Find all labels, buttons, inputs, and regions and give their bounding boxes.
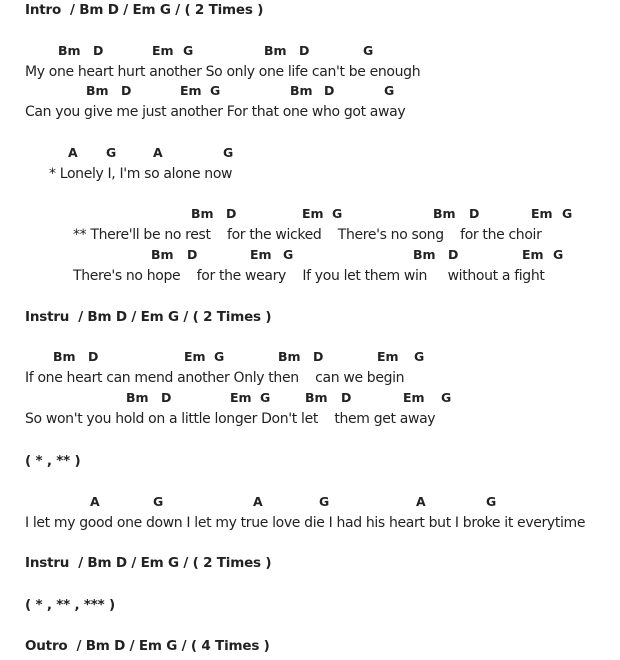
chord-label: Bm	[290, 83, 313, 98]
lyric-line: So won't you hold on a little longer Don't let them get away	[25, 411, 436, 427]
chord-label: A	[153, 145, 163, 160]
chord-label: D	[299, 43, 310, 58]
chord-label: G	[214, 349, 225, 364]
chord-label: Bm	[126, 390, 149, 405]
chord-label: D	[226, 206, 237, 221]
chord-label: Bm	[264, 43, 287, 58]
intro-heading: Intro / Bm D / Em G / ( 2 Times )	[25, 2, 264, 18]
lyric-line: If one heart can mend another Only then can we begin	[25, 370, 405, 386]
chord-label: G	[384, 83, 395, 98]
instru-heading: Instru / Bm D / Em G / ( 2 Times )	[25, 555, 272, 571]
chord-label: Em	[230, 390, 252, 405]
chord-label: A	[90, 494, 100, 509]
chord-label: G	[260, 390, 271, 405]
chord-label: Em	[302, 206, 324, 221]
chord-label: Bm	[53, 349, 76, 364]
lyric-line: Can you give me just another For that one who got away	[25, 104, 406, 120]
chord-label: Em	[250, 247, 272, 262]
chord-label: G	[486, 494, 497, 509]
repeat-marker: ( * , ** )	[25, 453, 81, 469]
chord-label: D	[341, 390, 352, 405]
chord-label: D	[161, 390, 172, 405]
chord-label: G	[363, 43, 374, 58]
chord-label: Em	[403, 390, 425, 405]
lyric-line: * Lonely I, I'm so alone now	[49, 166, 233, 182]
chord-label: Em	[531, 206, 553, 221]
lyric-line: ** There'll be no rest for the wicked There's no song for the choir	[73, 227, 542, 243]
chord-label: Em	[180, 83, 202, 98]
chord-label: G	[553, 247, 564, 262]
outro-heading: Outro / Bm D / Em G / ( 4 Times )	[25, 638, 270, 654]
chord-label: A	[68, 145, 78, 160]
chord-label: D	[187, 247, 198, 262]
chord-label: Bm	[433, 206, 456, 221]
chord-label: G	[210, 83, 221, 98]
lyric-line: I let my good one down I let my true love die I had his heart but I broke it everytime	[25, 515, 586, 531]
chord-label: D	[88, 349, 99, 364]
chord-label: A	[253, 494, 263, 509]
chord-label: G	[414, 349, 425, 364]
chord-label: Bm	[305, 390, 328, 405]
chord-label: D	[324, 83, 335, 98]
chord-label: G	[183, 43, 194, 58]
chord-label: Em	[377, 349, 399, 364]
chord-label: G	[332, 206, 343, 221]
chord-label: Bm	[86, 83, 109, 98]
chord-label: G	[153, 494, 164, 509]
chord-label: G	[106, 145, 117, 160]
chord-label: G	[223, 145, 234, 160]
lyric-line: My one heart hurt another So only one life can't be enough	[25, 64, 421, 80]
chord-label: Bm	[191, 206, 214, 221]
chord-label: D	[448, 247, 459, 262]
chord-label: G	[562, 206, 573, 221]
chord-label: G	[319, 494, 330, 509]
chord-label: G	[441, 390, 452, 405]
chord-label: D	[469, 206, 480, 221]
chord-label: Bm	[58, 43, 81, 58]
chord-label: Em	[184, 349, 206, 364]
chord-label: Em	[152, 43, 174, 58]
chord-label: Bm	[151, 247, 174, 262]
lyric-line: There's no hope for the weary If you let them win without a fight	[73, 268, 545, 284]
chord-label: A	[416, 494, 426, 509]
chord-label: Em	[522, 247, 544, 262]
chord-label: D	[313, 349, 324, 364]
chord-label: D	[93, 43, 104, 58]
instru-heading: Instru / Bm D / Em G / ( 2 Times )	[25, 309, 272, 325]
chord-label: Bm	[413, 247, 436, 262]
chord-label: D	[121, 83, 132, 98]
repeat-marker: ( * , ** , *** )	[25, 597, 115, 613]
chord-label: Bm	[278, 349, 301, 364]
chord-label: G	[283, 247, 294, 262]
